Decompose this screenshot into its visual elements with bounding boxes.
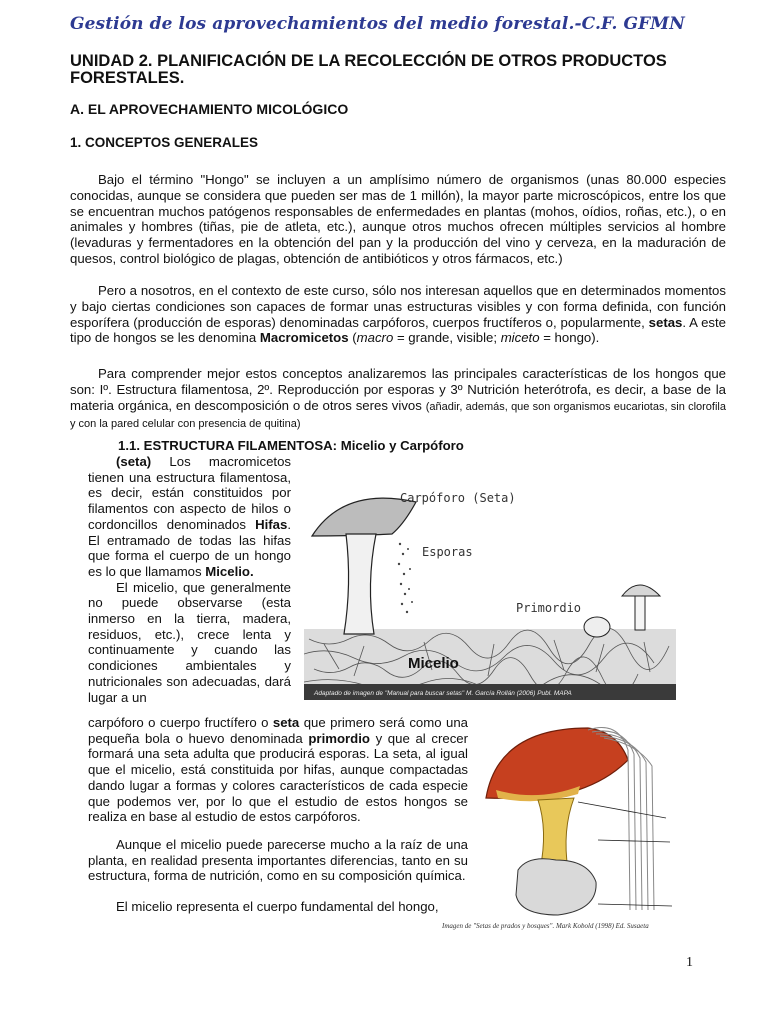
mushroom-stem [344, 534, 376, 634]
section-1-heading: 1. CONCEPTOS GENERALES [70, 135, 259, 150]
document-header: Gestión de los aprovechamientos del medio forestal.-C.F. GFMN [70, 14, 685, 34]
figure2-caption: Imagen de "Setas de prados y bosques". Mark Kobold (1998) Ed. Susaeta [442, 922, 649, 930]
left-column-text: (seta) Los macromicetos tienen una estructura filamentosa, es decir, están constituidos por filamentos con aspecto de hilos o cordoncillos denominados Hifas. El entramado de todas las hifas que forma el cuerpo de un hongo es lo que llamamos Micelio. El micelio, que generalmente no puede observarse (esta inmerso en la tierra, madera, residuos, etc.), crece lenta y continuamente y cuando las condiciones ambientales y nutricionales son adecuadas, dará lugar a un [88, 454, 291, 705]
volva-base [516, 859, 596, 915]
full-column-text-2: Aunque el micelio puede parecerse mucho a la raíz de una planta, en realidad presenta importantes diferencias, tanto en su estructura, forma de nutrición, como en su composición química. [88, 837, 468, 884]
paragraph-2: Pero a nosotros, en el contexto de este curso, sólo nos interesan aquellos que en determinados momentos y bajo ciertas condiciones son capaces de formar unas estructuras visibles y con forma definida, con función esporífera (producción de esporas) denominadas carpóforos, cuerpos fructíferos o, popularmente, setas. A este tipo de hongos se les denomina Macromicetos (macro = grande, visible; miceto = hongo). [70, 283, 726, 346]
paragraph-1: Bajo el término "Hongo" se incluyen a un amplísimo número de organismos (unas 80.000 especies conocidas, aunque se considera que pueden ser mas de 1 millón), la mayor parte microscópicos, entre los que se encuentran muchos patógenos responsables de enfermedades en plantas (mohos, oídios, roñas, etc.), o en animales y hombres (tiñas, pie de atleta, etc.), aunque otros muchos ofrecen múltiples servicios al hombre (levaduras y fermentadores en la obtención del pan y la producción del vino y cerveza, en la maduración de quesos, control biológico de plagas, obtención de antibióticos y otros fármacos, etc.) [70, 172, 726, 266]
label-esporas: Esporas [422, 545, 473, 559]
young-mushroom-cap [622, 585, 660, 596]
full-column-text-3: El micelio representa el cuerpo fundamental del hongo, [116, 899, 439, 914]
subsection-1-1-heading: 1.1. ESTRUCTURA FILAMENTOSA: Micelio y Carpóforo [118, 438, 464, 453]
page-number: 1 [686, 955, 693, 970]
section-a-heading: A. EL APROVECHAMIENTO MICOLÓGICO [70, 101, 349, 117]
spores [398, 543, 413, 613]
unit-title: UNIDAD 2. PLANIFICACIÓN DE LA RECOLECCIÓN DE OTROS PRODUCTOS FORESTALES. [70, 52, 667, 87]
red-mushroom-illustration [478, 720, 710, 918]
label-carpoforo: Carpóforo (Seta) [400, 491, 516, 505]
label-primordio: Primordio [516, 601, 582, 615]
mushroom-lifecycle-illustration [304, 474, 676, 700]
mushroom-lifecycle-figure [304, 474, 676, 700]
red-mushroom-figure [478, 720, 710, 918]
full-column-text-1: carpóforo o cuerpo fructífero o seta que primero será como una pequeña bola o huevo denominada primordio y que al crecer formará una seta adulta que producirá esporas. La seta, al igual que el micelio, está constituida por hifas, aunque compactadas dando lugar a formas y colores característicos de cada especie que podemos ver, por lo que el estudio de estos hongos se realiza en base al estudio de estos carpóforos. [88, 715, 469, 825]
primordium-small [584, 617, 610, 637]
young-mushroom-stem [635, 596, 645, 630]
paragraph-3: Para comprender mejor estos conceptos analizaremos las principales características de los hongos que son: Iº. Estructura filamentosa, 2º. Reproducción por esporas y 3º Nutrición heterótrofa, es decir, a base de la materia orgánica, en descomposición o de otros seres vivos (añadir, además, que son organismos eucariotas, sin clorofila y con la pared celular con presencia de quitina) [70, 366, 726, 431]
figure1-caption: Adaptado de imagen de "Manual para buscar setas" M. García Rollán (2006) Publ. MAPA [314, 690, 572, 697]
label-micelio: Micelio [408, 655, 459, 672]
